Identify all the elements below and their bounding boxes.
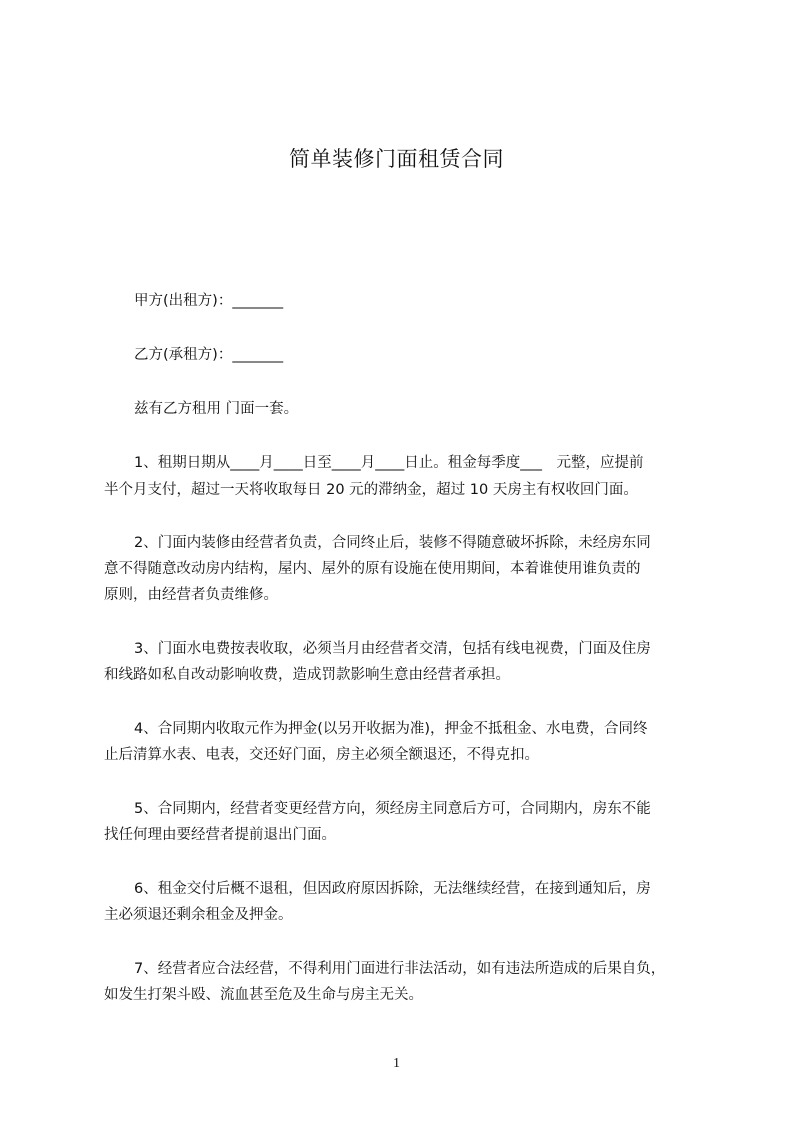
document-title: 简单装修门面租赁合同: [289, 147, 504, 171]
clause-3-line-2: 和线路如私自改动影响收费，造成罚款影响生意由经营者承担。: [104, 667, 510, 683]
clause-6-line-2: 主必须退还剩余租金及押金。: [104, 907, 293, 923]
clause-7-line-2: 如发生打架斗殴、流血甚至危及生命与房主无关。: [104, 987, 423, 1003]
clause-2-line-2: 意不得随意改动房内结构，屋内、屋外的原有设施在使用期间，本着谁使用谁负责的: [104, 561, 641, 577]
party-b-line: 乙方(承租方)：_______: [134, 347, 284, 363]
clause-5-line-2: 找任何理由要经营者提前退出门面。: [104, 827, 336, 843]
party-a-line: 甲方(出租方)：_______: [134, 293, 284, 309]
page-number: 1: [393, 1056, 400, 1071]
clause-4-line-2: 止后清算水表、电表，交还好门面，房主必须全额退还，不得克扣。: [104, 747, 539, 763]
clause-1-line-1: 1、租期日期从____月____日至____月____日止。租金每季度___ 元整，应提前: [134, 455, 644, 471]
clause-5-line-1: 5、合同期内，经营者变更经营方向，须经房主同意后方可，合同期内，房东不能: [134, 801, 651, 817]
clause-6-line-1: 6、租金交付后概不退租，但因政府原因拆除，无法继续经营，在接到通知后，房: [134, 881, 651, 897]
clause-2-line-1: 2、门面内装修由经营者负责，合同终止后，装修不得随意破坏拆除，未经房东同: [134, 535, 651, 551]
clause-3-line-1: 3、门面水电费按表收取，必须当月由经营者交清，包括有线电视费，门面及住房: [134, 641, 651, 657]
clause-2-line-3: 原则，由经营者负责维修。: [104, 587, 278, 603]
clause-7-line-1: 7、经营者应合法经营，不得利用门面进行非法活动，如有违法所造成的后果自负，: [134, 961, 666, 977]
clause-4-line-1: 4、合同期内收取元作为押金(以另开收据为准)，押金不抵租金、水电费，合同终: [134, 721, 648, 737]
intro-line: 兹有乙方租用 门面一套。: [134, 401, 299, 417]
clause-1-line-2: 半个月支付，超过一天将收取每日 20 元的滞纳金，超过 10 天房主有权收回门面。: [104, 482, 638, 498]
